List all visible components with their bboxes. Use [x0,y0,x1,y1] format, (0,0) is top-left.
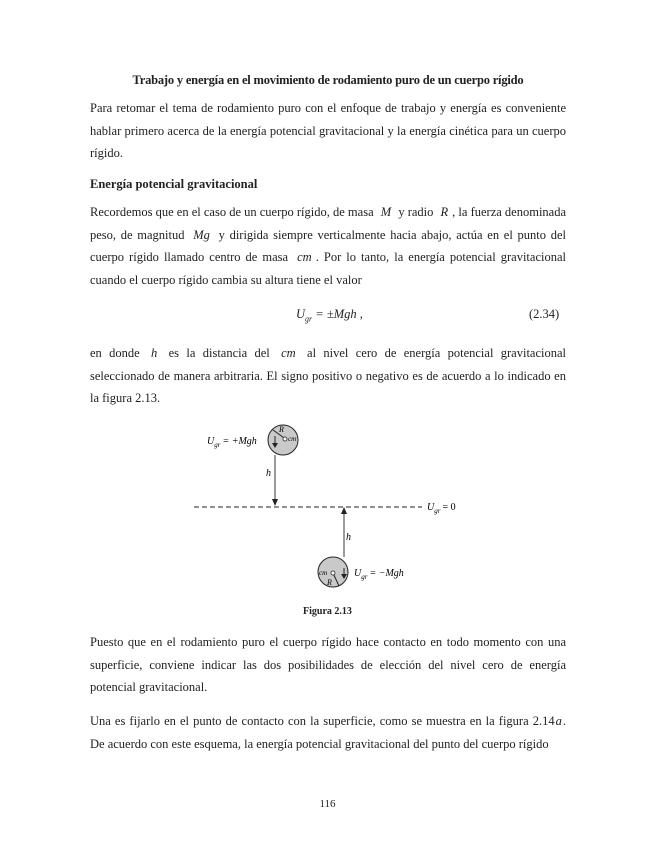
top-U-sub: gr [214,441,221,449]
bottom-R-label: R [327,578,332,587]
weight-text-3: , la fuerza denominada peso, de magnitud [90,205,567,242]
top-h-label: h [266,468,271,479]
weight-text-5: . Por lo tanto, la energía potencial gravitacional cuando el cuerpo rígido cambia su altura tiene el valor [90,250,566,287]
radius-symbol: R [440,205,449,219]
bottom-cm-dot [331,571,335,575]
equation-number: (2.34) [529,307,560,321]
cm-symbol: cm [297,250,312,264]
bottom-h-label: h [346,532,351,543]
bottom-U-sub: gr [361,573,368,581]
top-h-arrowhead [272,499,278,506]
bottom-U-value: = −Mgh [369,568,404,579]
top-R-label: R [279,425,284,434]
top-cm-label: cm [288,435,297,443]
height-symbol: h [151,346,158,360]
figure-2-13-diagram [190,418,470,608]
top-U-value: = +Mgh [222,436,257,447]
equation-rhs: = ±Mgh , [312,307,363,321]
equation-subscript: gr [305,314,313,324]
zero-U: U [427,502,435,513]
subsection-heading: Energía potencial gravitacional [90,177,258,191]
contact-text: Puesto que en el rodamiento puro el cuerpo rígido hace contacto en todo momento con una superficie, conviene indicar las dos posibilidades de elección del nivel cero de energía potencial gravitacional. [90,635,566,694]
contact-paragraph [90,631,566,699]
zero-U-sub: gr [434,507,441,515]
equation-2-34 [296,307,363,324]
zero-level-text-1: Una es fijarlo en el punto de contacto con la superficie, como se muestra en la figura 2.14 [90,714,555,728]
bottom-U: U [354,568,362,579]
bottom-energy-label [354,568,404,581]
zero-energy-label [427,502,456,515]
distance-text-3: al nivel cero de energía potencial gravitacional seleccionado de manera arbitraria. El signo positivo o negativo es de acuerdo a lo indicado en la figura 2.13. [90,346,567,405]
zero-level-text-2: . De acuerdo con este esquema, la energía potencial gravitacional del punto del cuerpo rígido [90,714,566,751]
weight-text-4: y dirigida siempre verticalmente hacia abajo, actúa en el punto del cuerpo rígido llamado centro de masa [90,227,566,264]
figure-letter-a: a [555,714,562,728]
intro-paragraph [90,97,566,165]
zero-U-value: = 0 [442,502,456,513]
weight-text-2: y radio [398,205,434,219]
cm-symbol-2: cm [281,346,296,360]
weight-symbol: Mg [193,227,210,242]
figure-caption: Figura 2.13 [303,606,352,617]
section-title: Trabajo y energía en el movimiento de rodamiento puro de un cuerpo rígido [132,73,524,87]
weight-text-1: Recordemos que en el caso de un cuerpo rígido, de masa [90,205,374,219]
weight-paragraph [90,201,566,291]
zero-level-paragraph [90,710,566,755]
distance-text-1: en donde [90,346,140,360]
distance-text-2: es la distancia del [168,346,270,360]
bottom-cm-label: cm [319,569,328,577]
top-energy-label [207,436,257,449]
equation-lhs: U [296,307,306,321]
page-number: 116 [319,798,336,810]
mass-symbol: M [380,205,392,219]
bottom-h-arrowhead [341,507,347,514]
distance-paragraph [90,342,566,410]
intro-text: Para retomar el tema de rodamiento puro con el enfoque de trabajo y energía es conveniente hablar primero acerca de la energía potencial gravitacional y la energía cinética para un cuerpo rígido. [90,101,566,160]
top-cm-dot [283,437,287,441]
top-U: U [207,436,215,447]
